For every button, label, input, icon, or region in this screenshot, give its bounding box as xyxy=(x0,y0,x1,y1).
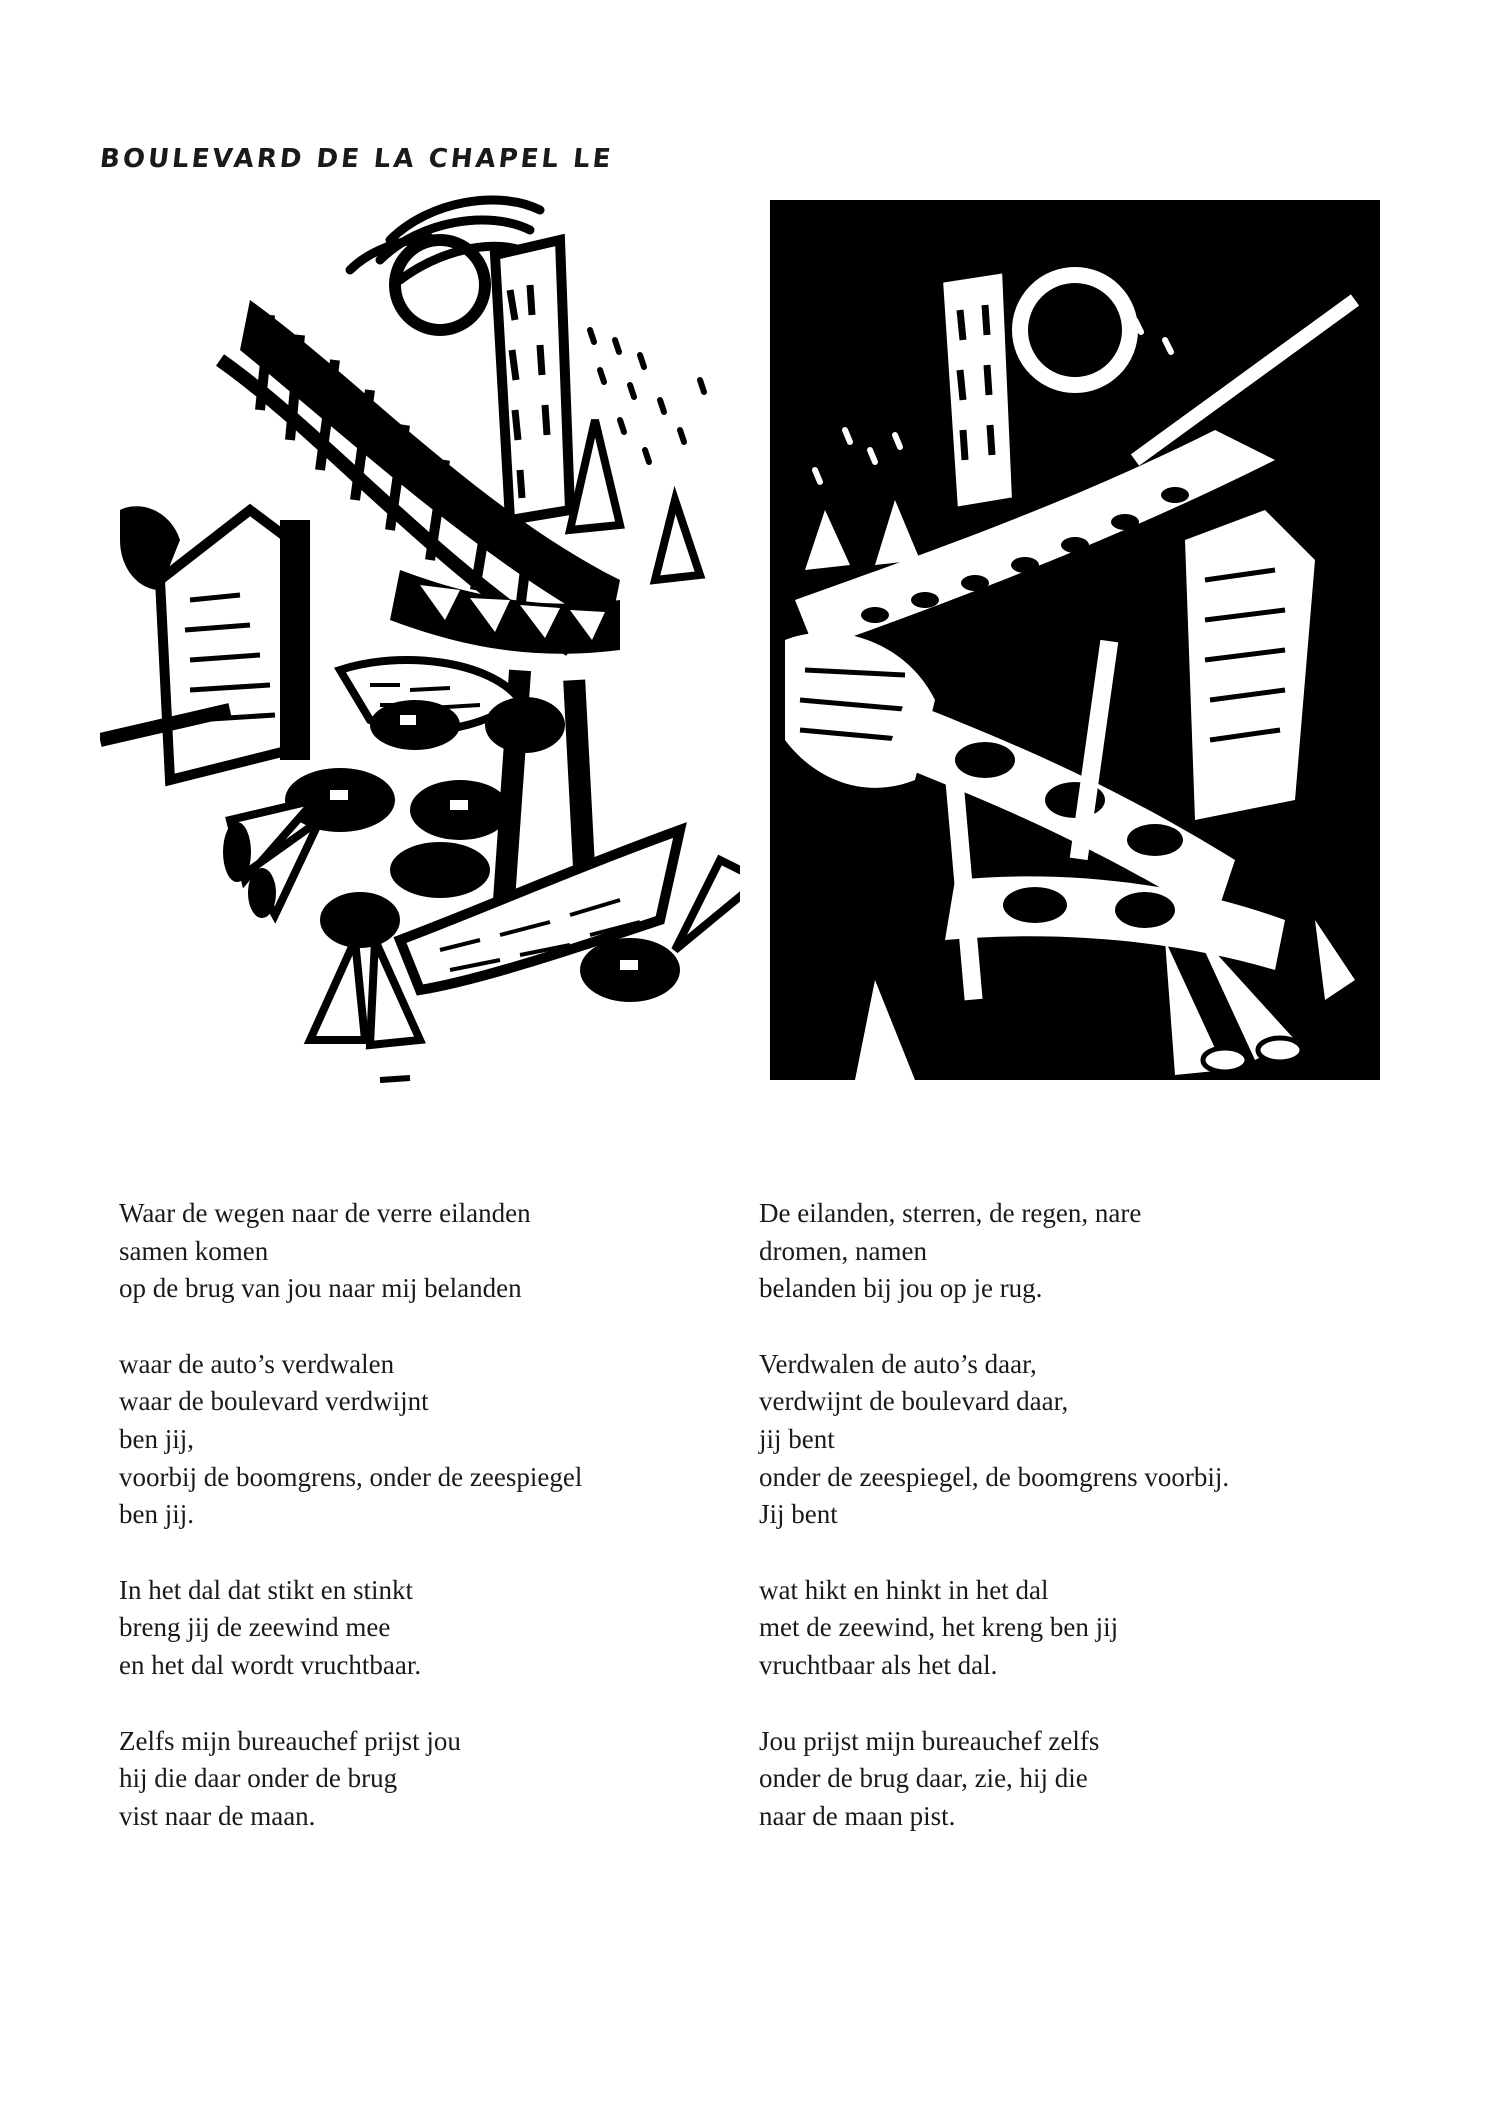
poem-line: Verdwalen de auto’s daar, xyxy=(759,1348,1037,1379)
poem-line: Zelfs mijn bureauchef prijst jou xyxy=(119,1725,461,1756)
stanza xyxy=(759,1723,1399,1836)
poem-line: jij bent xyxy=(759,1423,835,1454)
poem-line: dromen, namen xyxy=(759,1235,927,1266)
poem-right xyxy=(759,1195,1399,1873)
stanza xyxy=(119,1195,719,1308)
poem-line: Jij bent xyxy=(759,1499,838,1530)
stanza xyxy=(759,1195,1399,1308)
poem-line: hij die daar onder de brug xyxy=(119,1763,398,1794)
poem-line: ben jij, xyxy=(119,1423,194,1454)
poem-line: ben jij. xyxy=(119,1499,194,1530)
stanza xyxy=(119,1723,719,1836)
poem-line: waar de auto’s verdwalen xyxy=(119,1348,395,1379)
poem-line: voorbij de boomgrens, onder de zeespiegel xyxy=(119,1461,583,1492)
poem-line: op de brug van jou naar mij belanden xyxy=(119,1273,522,1304)
poem-line: breng jij de zeewind mee xyxy=(119,1612,391,1643)
poem-line: Jou prijst mijn bureauchef zelfs xyxy=(759,1725,1100,1756)
poem-line: naar de maan pist. xyxy=(759,1800,956,1831)
artwork-title: BOULEVARD DE LA CHAPEL LE xyxy=(98,144,615,174)
poem-line: verdwijnt de boulevard daar, xyxy=(759,1386,1069,1417)
poem-line: met de zeewind, het kreng ben jij xyxy=(759,1612,1119,1643)
stanza xyxy=(759,1346,1399,1534)
right-woodcut-illustration xyxy=(755,180,1390,1110)
poem-line: en het dal wordt vruchtbaar. xyxy=(119,1649,422,1680)
poem-line: Waar de wegen naar de verre eilanden xyxy=(119,1198,531,1228)
poem-line: belanden bij jou op je rug. xyxy=(759,1273,1043,1304)
poem-left xyxy=(119,1195,719,1873)
poem-line: vist naar de maan. xyxy=(119,1800,316,1831)
poem-line: samen komen xyxy=(119,1235,269,1266)
stanza xyxy=(759,1572,1399,1685)
poem-line: waar de boulevard verdwijnt xyxy=(119,1386,429,1417)
left-woodcut-illustration xyxy=(100,180,740,1100)
poem-line: onder de zeespiegel, de boomgrens voorbij. xyxy=(759,1461,1230,1492)
poem-line: De eilanden, sterren, de regen, nare xyxy=(759,1198,1142,1228)
poem-line: wat hikt en hinkt in het dal xyxy=(759,1574,1049,1605)
stanza xyxy=(119,1572,719,1685)
poem-line: onder de brug daar, zie, hij die xyxy=(759,1763,1088,1794)
poem-line: In het dal dat stikt en stinkt xyxy=(119,1574,413,1605)
poem-line: vruchtbaar als het dal. xyxy=(759,1649,998,1680)
stanza xyxy=(119,1346,719,1534)
